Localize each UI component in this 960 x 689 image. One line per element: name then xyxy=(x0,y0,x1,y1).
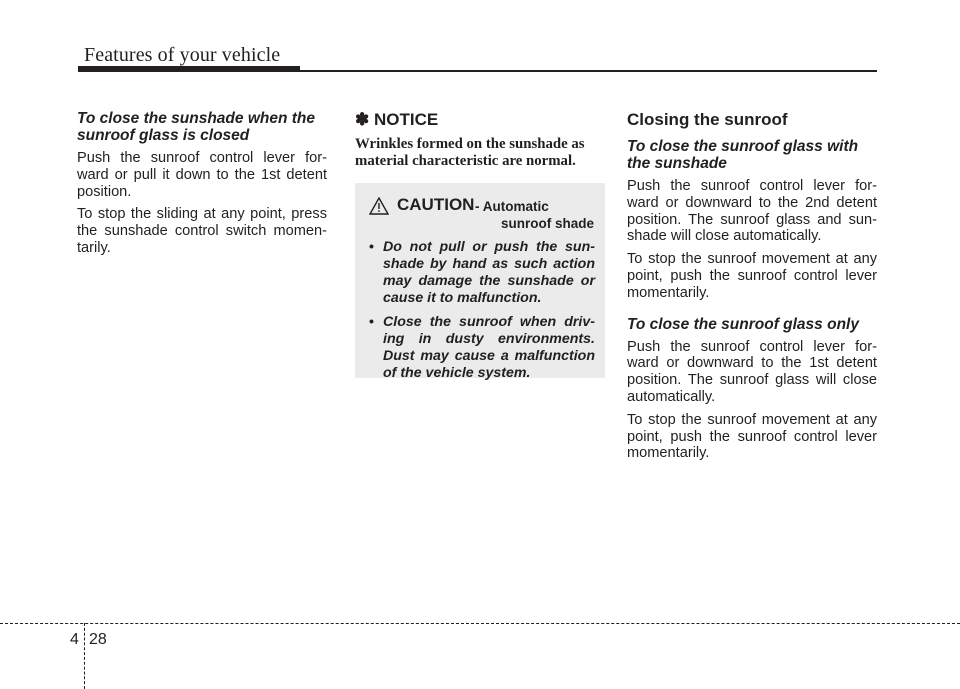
warning-triangle-icon xyxy=(369,197,389,215)
bullet-icon: • xyxy=(369,314,374,330)
header-rule-thin xyxy=(300,70,877,72)
notice-text: Wrinkles formed on the sunshade as material characteristic are normal. xyxy=(355,136,585,169)
paragraph: Push the sunroof control lever for-ward or downward to the 2nd detent position. The sunroof glass and sun-shade will close automatically. xyxy=(627,178,877,245)
left-column xyxy=(77,110,327,263)
middle-column xyxy=(355,110,605,170)
bullet-icon: • xyxy=(369,239,374,255)
caution-word: CAUTION xyxy=(397,195,475,214)
paragraph: To stop the sliding at any point, press the sunshade control switch momen-tarily. xyxy=(77,206,327,256)
sunroof-with-sunshade-heading: To close the sunroof glass with the sunshade xyxy=(627,138,859,172)
right-column xyxy=(627,110,877,468)
section-title: Closing the sunroof xyxy=(627,110,788,129)
caution-item xyxy=(369,314,595,382)
paragraph: Push the sunroof control lever for-ward or pull it down to the 1st detent position. xyxy=(77,150,327,200)
caution-item-text: Do not pull or push the sun-shade by hand as such action may damage the sunshade or cause it to malfunction. xyxy=(383,239,595,306)
sunroof-glass-only-heading: To close the sunroof glass only xyxy=(627,315,859,333)
header-rule-thick xyxy=(78,66,300,72)
notice-heading xyxy=(355,110,605,130)
caution-item xyxy=(369,239,595,307)
paragraph: Push the sunroof control lever for-ward or downward to the 1st detent position. The sunroof glass will close automatically. xyxy=(627,338,877,405)
caution-box xyxy=(355,183,605,381)
page-number: 28 xyxy=(89,631,107,648)
paragraph: To stop the sunroof movement at any point, push the sunroof control lever momentarily. xyxy=(627,251,877,301)
caution-item-text: Close the sunroof when driv-ing in dusty environments. Dust may cause a malfunction of the vehicle system. xyxy=(383,314,595,381)
footer-divider xyxy=(84,623,85,689)
chapter-number: 4 xyxy=(70,631,79,648)
caution-header xyxy=(369,195,595,239)
header-title: Features of your vehicle xyxy=(84,44,281,66)
sunshade-close-heading: To close the sunshade when the sunroof glass is closed xyxy=(77,110,315,144)
paragraph: To stop the sunroof movement at any point, push the sunroof control lever momentarily. xyxy=(627,411,877,462)
footer-rule xyxy=(0,623,960,624)
notice-symbol-icon: ✽ xyxy=(355,110,370,129)
caution-subtitle-line1: - Automatic xyxy=(475,199,549,214)
spacer xyxy=(627,308,877,316)
caution-subtitle-line2: sunroof shade xyxy=(501,216,595,231)
notice-title: NOTICE xyxy=(373,110,439,129)
caution-subtitle xyxy=(475,198,605,232)
